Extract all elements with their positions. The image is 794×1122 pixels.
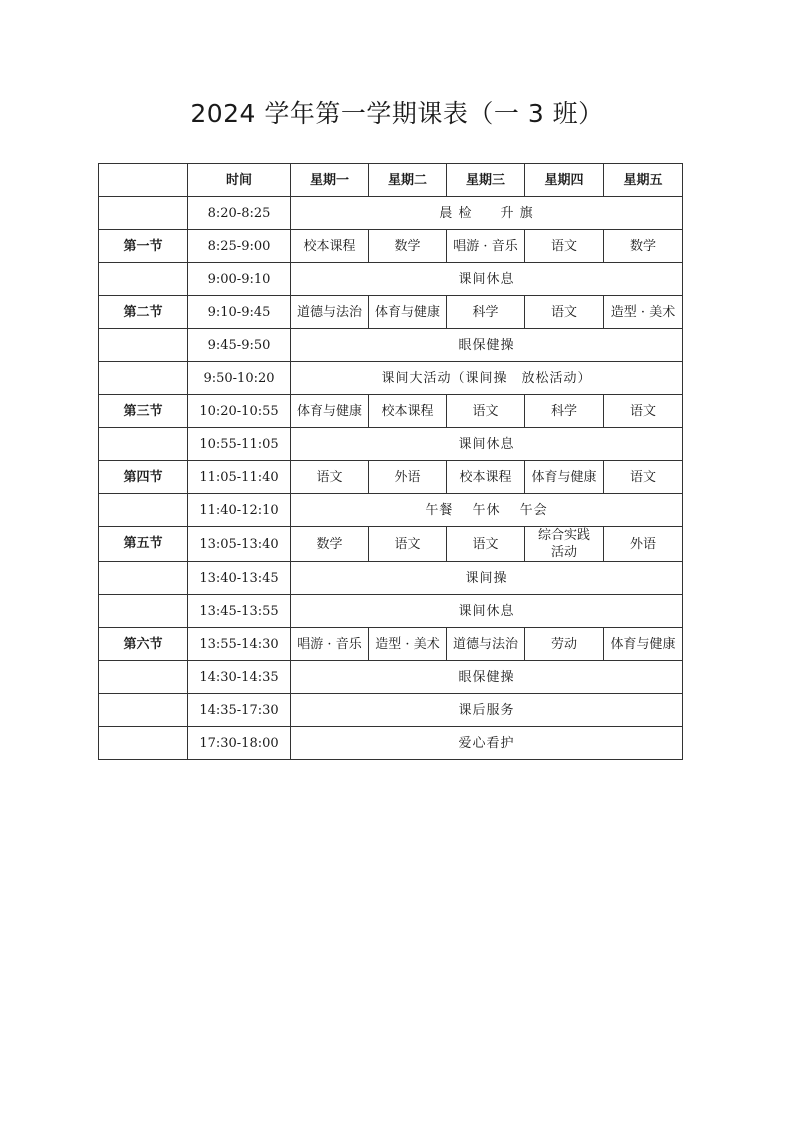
activity-cell: 晨 检 升 旗: [291, 197, 683, 230]
subject-cell: 校本课程: [291, 230, 369, 263]
table-row: [99, 494, 683, 527]
time-cell: 14:30-14:35: [188, 661, 291, 694]
table-row: [99, 727, 683, 760]
time-cell: 11:05-11:40: [188, 461, 291, 494]
timetable: [98, 163, 683, 760]
subject-cell: 劳动: [525, 628, 604, 661]
table-row: [99, 428, 683, 461]
activity-cell: 课间大活动（课间操 放松活动）: [291, 362, 683, 395]
activity-cell: 午餐 午休 午会: [291, 494, 683, 527]
table-row: [99, 197, 683, 230]
time-cell: 13:05-13:40: [188, 527, 291, 562]
period-cell: [99, 494, 188, 527]
period-cell: [99, 362, 188, 395]
subject-cell: 语文: [447, 395, 525, 428]
subject-cell: 外语: [369, 461, 447, 494]
subject-cell: 体育与健康: [604, 628, 683, 661]
period-cell: 第四节: [99, 461, 188, 494]
time-cell: 11:40-12:10: [188, 494, 291, 527]
subject-cell: 唱游 · 音乐: [291, 628, 369, 661]
subject-cell: 科学: [525, 395, 604, 428]
activity-cell: 课间休息: [291, 263, 683, 296]
header-cell-monday: 星期一: [291, 164, 369, 197]
period-cell: 第三节: [99, 395, 188, 428]
time-cell: 13:45-13:55: [188, 595, 291, 628]
period-cell: 第二节: [99, 296, 188, 329]
time-cell: 14:35-17:30: [188, 694, 291, 727]
activity-cell: 课后服务: [291, 694, 683, 727]
header-cell-corner: [99, 164, 188, 197]
subject-cell: 语文: [525, 230, 604, 263]
period-cell: [99, 263, 188, 296]
period-cell: [99, 661, 188, 694]
period-cell: [99, 197, 188, 230]
period-cell: 第一节: [99, 230, 188, 263]
header-cell-wednesday: 星期三: [447, 164, 525, 197]
time-cell: 9:45-9:50: [188, 329, 291, 362]
subject-cell: 数学: [604, 230, 683, 263]
period-cell: [99, 329, 188, 362]
period-cell: [99, 727, 188, 760]
period-cell: [99, 595, 188, 628]
table-row: [99, 296, 683, 329]
subject-cell: 语文: [525, 296, 604, 329]
subject-cell: 道德与法治: [447, 628, 525, 661]
subject-cell: 校本课程: [369, 395, 447, 428]
subject-cell: 道德与法治: [291, 296, 369, 329]
table-row: [99, 329, 683, 362]
subject-cell: 体育与健康: [291, 395, 369, 428]
time-cell: 10:20-10:55: [188, 395, 291, 428]
table-row: [99, 595, 683, 628]
activity-cell: 眼保健操: [291, 661, 683, 694]
subject-cell: 造型 · 美术: [369, 628, 447, 661]
activity-cell: 眼保健操: [291, 329, 683, 362]
subject-cell: 唱游 · 音乐: [447, 230, 525, 263]
header-cell-tuesday: 星期二: [369, 164, 447, 197]
period-cell: [99, 428, 188, 461]
header-cell-thursday: 星期四: [525, 164, 604, 197]
table-row: [99, 628, 683, 661]
subject-cell: 体育与健康: [369, 296, 447, 329]
subject-cell: 语文: [291, 461, 369, 494]
subject-cell: 外语: [604, 527, 683, 562]
table-row: [99, 461, 683, 494]
table-row: [99, 661, 683, 694]
subject-cell: 造型 · 美术: [604, 296, 683, 329]
table-row: [99, 527, 683, 562]
activity-cell: 课间操: [291, 562, 683, 595]
table-row: [99, 562, 683, 595]
table-row: [99, 694, 683, 727]
time-cell: 13:55-14:30: [188, 628, 291, 661]
subject-cell: 综合实践 活动: [525, 527, 604, 562]
subject-cell: 语文: [447, 527, 525, 562]
subject-cell: 语文: [604, 395, 683, 428]
time-cell: 10:55-11:05: [188, 428, 291, 461]
subject-cell: 数学: [291, 527, 369, 562]
subject-cell: 语文: [604, 461, 683, 494]
header-row: [99, 164, 683, 197]
subject-cell: 语文: [369, 527, 447, 562]
time-cell: 17:30-18:00: [188, 727, 291, 760]
page-title: 2024 学年第一学期课表（一 3 班）: [190, 99, 604, 128]
time-cell: 13:40-13:45: [188, 562, 291, 595]
time-cell: 8:20-8:25: [188, 197, 291, 230]
time-cell: 9:00-9:10: [188, 263, 291, 296]
time-cell: 9:50-10:20: [188, 362, 291, 395]
subject-cell: 数学: [369, 230, 447, 263]
time-cell: 8:25-9:00: [188, 230, 291, 263]
table-row: [99, 263, 683, 296]
time-cell: 9:10-9:45: [188, 296, 291, 329]
subject-cell: 科学: [447, 296, 525, 329]
table-row: [99, 362, 683, 395]
table-row: [99, 395, 683, 428]
period-cell: [99, 694, 188, 727]
period-cell: [99, 562, 188, 595]
period-cell: 第六节: [99, 628, 188, 661]
header-cell-time: 时间: [188, 164, 291, 197]
subject-cell: 校本课程: [447, 461, 525, 494]
table-row: [99, 230, 683, 263]
period-cell: 第五节: [99, 527, 188, 562]
subject-cell: 体育与健康: [525, 461, 604, 494]
activity-cell: 课间休息: [291, 428, 683, 461]
header-cell-friday: 星期五: [604, 164, 683, 197]
activity-cell: 课间休息: [291, 595, 683, 628]
activity-cell: 爱心看护: [291, 727, 683, 760]
